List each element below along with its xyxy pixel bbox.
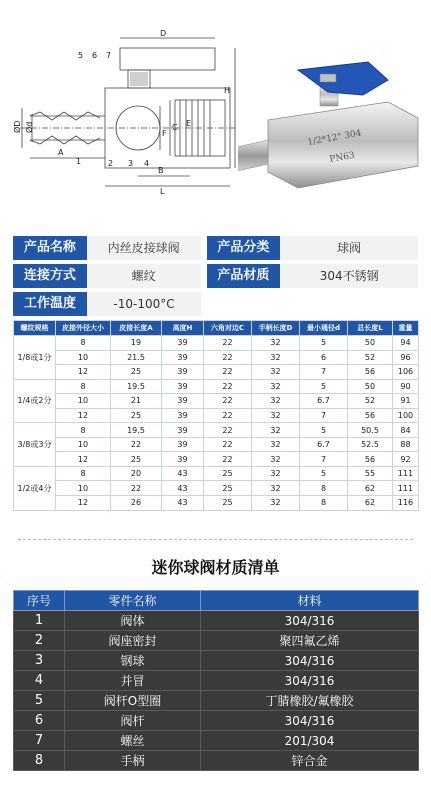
table-cell: 88 (393, 437, 419, 452)
table-cell: 32 (252, 379, 300, 394)
table-cell: 22 (204, 365, 252, 380)
part-index: 4 (14, 671, 65, 691)
part-index: 5 (14, 691, 65, 711)
table-cell: 25 (204, 496, 252, 511)
table-cell: 32 (252, 336, 300, 351)
table-row (14, 466, 419, 481)
table-cell: 6.7 (300, 394, 348, 409)
info-value: 螺纹 (87, 264, 201, 288)
info-row (13, 236, 418, 260)
part-name: 螺丝 (65, 731, 201, 751)
dim-label: B (158, 166, 164, 175)
spec-header: 皮接外径大小 (56, 321, 111, 336)
table-cell: 22 (204, 437, 252, 452)
table-cell: 22 (204, 336, 252, 351)
table-cell: 32 (252, 452, 300, 467)
part-material: 304/316 (201, 711, 419, 731)
part-name: 阀座密封 (65, 631, 201, 651)
table-cell: 55 (348, 466, 393, 481)
valve-stamp-size: 1/2*12" 304 (306, 128, 363, 148)
materials-header: 材料 (201, 591, 419, 611)
table-cell: 7 (300, 452, 348, 467)
table-cell: 19.5 (111, 379, 162, 394)
info-label: 产品分类 (207, 236, 281, 260)
spec-header: 重量 (393, 321, 419, 336)
info-value: 球阀 (280, 236, 418, 260)
table-cell: 90 (393, 379, 419, 394)
product-figure (0, 0, 431, 225)
table-cell: 111 (393, 481, 419, 496)
info-value: 内丝皮接球阀 (87, 236, 201, 260)
dim-label: Ød (25, 121, 34, 133)
spec-header: 皮接长度A (111, 321, 162, 336)
spec-header-row (14, 321, 419, 336)
table-cell: 56 (348, 408, 393, 423)
thread-spec: 3/8或3分 (14, 423, 56, 467)
table-cell: 43 (162, 496, 204, 511)
technical-drawing (10, 28, 240, 198)
dim-label: 2 (108, 159, 114, 168)
info-label: 工作温度 (13, 292, 87, 316)
table-cell: 91 (393, 394, 419, 409)
table-cell: 20 (111, 466, 162, 481)
materials-title: 迷你球阀材质清单 (151, 558, 280, 577)
table-cell: 39 (162, 452, 204, 467)
materials-header: 序号 (14, 591, 65, 611)
part-index: 7 (14, 731, 65, 751)
dim-label: F (162, 129, 167, 138)
table-cell: 12 (56, 408, 111, 423)
table-cell: 52 (348, 394, 393, 409)
table-cell: 10 (56, 481, 111, 496)
table-row (14, 336, 419, 351)
table-cell: 25 (111, 452, 162, 467)
materials-header-row (14, 591, 419, 611)
table-cell: 7 (300, 408, 348, 423)
table-cell: 50 (348, 336, 393, 351)
table-cell: 39 (162, 365, 204, 380)
part-index: 8 (14, 751, 65, 771)
spec-header: 高度H (162, 321, 204, 336)
table-cell: 56 (348, 452, 393, 467)
table-cell: 25 (204, 481, 252, 496)
dim-label: E (186, 119, 192, 128)
table-cell: 7 (300, 365, 348, 380)
table-cell: 22 (111, 437, 162, 452)
table-cell: 22 (204, 408, 252, 423)
table-cell: 39 (162, 336, 204, 351)
table-cell: 12 (56, 496, 111, 511)
spec-header: 最小通径d (300, 321, 348, 336)
table-cell: 39 (162, 408, 204, 423)
table-cell: 92 (393, 452, 419, 467)
table-cell: 5 (300, 466, 348, 481)
part-name: 并冒 (65, 671, 201, 691)
table-cell: 8 (56, 336, 111, 351)
thread-spec: 1/4或2分 (14, 379, 56, 423)
info-value: -10-100°C (87, 292, 201, 316)
table-cell: 19 (111, 336, 162, 351)
part-material: 聚四氟乙烯 (201, 631, 419, 651)
table-cell: 8 (56, 423, 111, 438)
part-material: 304/316 (201, 611, 419, 631)
part-name: 阀杆O型圈 (65, 691, 201, 711)
part-material: 201/304 (201, 731, 419, 751)
dim-label: C (172, 123, 178, 132)
part-index: 6 (14, 711, 65, 731)
table-cell: 21.5 (111, 350, 162, 365)
table-cell: 26 (111, 496, 162, 511)
table-cell: 21 (111, 394, 162, 409)
table-cell: 5 (300, 379, 348, 394)
table-cell: 39 (162, 379, 204, 394)
materials-row (14, 611, 419, 631)
table-cell: 39 (162, 423, 204, 438)
table-cell: 8 (300, 496, 348, 511)
table-cell: 96 (393, 350, 419, 365)
table-cell: 32 (252, 350, 300, 365)
info-label: 产品名称 (13, 236, 87, 260)
table-cell: 5 (300, 423, 348, 438)
dim-label: 1 (76, 157, 82, 166)
table-row (14, 423, 419, 438)
table-cell: 32 (252, 466, 300, 481)
part-name: 钢球 (65, 651, 201, 671)
part-index: 2 (14, 631, 65, 651)
spec-header: 总长度L (348, 321, 393, 336)
table-cell: 25 (111, 365, 162, 380)
table-cell: 10 (56, 394, 111, 409)
table-cell: 50.5 (348, 423, 393, 438)
table-row (14, 379, 419, 394)
table-cell: 32 (252, 437, 300, 452)
dim-label: H (224, 86, 231, 95)
materials-row (14, 711, 419, 731)
table-row (14, 452, 419, 467)
spec-header: 手柄长度D (252, 321, 300, 336)
dim-label: 6 (92, 51, 98, 60)
part-name: 手柄 (65, 751, 201, 771)
part-name: 阀体 (65, 611, 201, 631)
table-row (14, 394, 419, 409)
dim-label: 5 (78, 51, 84, 60)
table-cell: 39 (162, 437, 204, 452)
table-cell: 106 (393, 365, 419, 380)
dim-label: L (160, 187, 165, 196)
table-cell: 32 (252, 365, 300, 380)
materials-row (14, 651, 419, 671)
table-cell: 32 (252, 423, 300, 438)
part-index: 1 (14, 611, 65, 631)
table-cell: 12 (56, 452, 111, 467)
table-cell: 52 (348, 350, 393, 365)
table-cell: 56 (348, 365, 393, 380)
table-cell: 22 (111, 481, 162, 496)
table-cell: 22 (204, 379, 252, 394)
table-row (14, 496, 419, 511)
materials-table (13, 590, 419, 771)
info-row (13, 292, 418, 316)
table-row (14, 437, 419, 452)
table-cell: 39 (162, 394, 204, 409)
part-material: 304/316 (201, 671, 419, 691)
table-cell: 22 (204, 350, 252, 365)
table-row (14, 365, 419, 380)
table-cell: 5 (300, 336, 348, 351)
part-name: 阀杆 (65, 711, 201, 731)
materials-row (14, 751, 419, 771)
table-cell: 62 (348, 481, 393, 496)
materials-header: 零件名称 (65, 591, 201, 611)
dim-label: 4 (144, 159, 150, 168)
part-material: 丁腈橡胶/氟橡胶 (201, 691, 419, 711)
materials-row (14, 731, 419, 751)
materials-row (14, 671, 419, 691)
table-cell: 62 (348, 496, 393, 511)
table-cell: 25 (111, 408, 162, 423)
table-cell: 10 (56, 437, 111, 452)
table-cell: 8 (300, 481, 348, 496)
table-cell: 39 (162, 350, 204, 365)
product-info (13, 236, 418, 320)
table-cell: 6.7 (300, 437, 348, 452)
table-cell: 84 (393, 423, 419, 438)
part-index: 3 (14, 651, 65, 671)
table-cell: 19.5 (111, 423, 162, 438)
section-divider (18, 539, 413, 540)
dim-label: 7 (106, 51, 112, 60)
table-cell: 50 (348, 379, 393, 394)
info-value: 304不锈钢 (280, 264, 418, 288)
table-cell: 6 (300, 350, 348, 365)
table-cell: 43 (162, 466, 204, 481)
info-label: 产品材质 (207, 264, 281, 288)
thread-spec: 1/8或1分 (14, 336, 56, 380)
table-row (14, 481, 419, 496)
spec-header: 六角对边C (204, 321, 252, 336)
table-cell: 10 (56, 350, 111, 365)
spec-table (13, 320, 419, 511)
table-row (14, 350, 419, 365)
table-cell: 116 (393, 496, 419, 511)
thread-spec: 1/2或4分 (14, 466, 56, 510)
table-cell: 22 (204, 452, 252, 467)
table-cell: 43 (162, 481, 204, 496)
dim-label: 3 (128, 159, 134, 168)
table-cell: 12 (56, 365, 111, 380)
table-cell: 32 (252, 394, 300, 409)
table-cell: 22 (204, 394, 252, 409)
table-cell: 8 (56, 379, 111, 394)
spec-header: 螺纹规格 (14, 321, 56, 336)
table-cell: 100 (393, 408, 419, 423)
product-photo (238, 40, 428, 200)
info-row (13, 264, 418, 288)
table-cell: 22 (204, 423, 252, 438)
materials-row (14, 691, 419, 711)
info-label: 连接方式 (13, 264, 87, 288)
table-cell: 111 (393, 466, 419, 481)
table-cell: 52.5 (348, 437, 393, 452)
materials-row (14, 631, 419, 651)
valve-stamp-pressure: PN63 (328, 150, 356, 165)
part-material: 304/316 (201, 651, 419, 671)
table-cell: 32 (252, 481, 300, 496)
table-cell: 8 (56, 466, 111, 481)
dim-label: A (58, 148, 64, 157)
table-row (14, 408, 419, 423)
dim-label: ØD (13, 120, 22, 133)
dim-label: D (160, 29, 167, 38)
table-cell: 94 (393, 336, 419, 351)
table-cell: 32 (252, 496, 300, 511)
part-material: 锌合金 (201, 751, 419, 771)
table-cell: 25 (204, 466, 252, 481)
table-cell: 32 (252, 408, 300, 423)
